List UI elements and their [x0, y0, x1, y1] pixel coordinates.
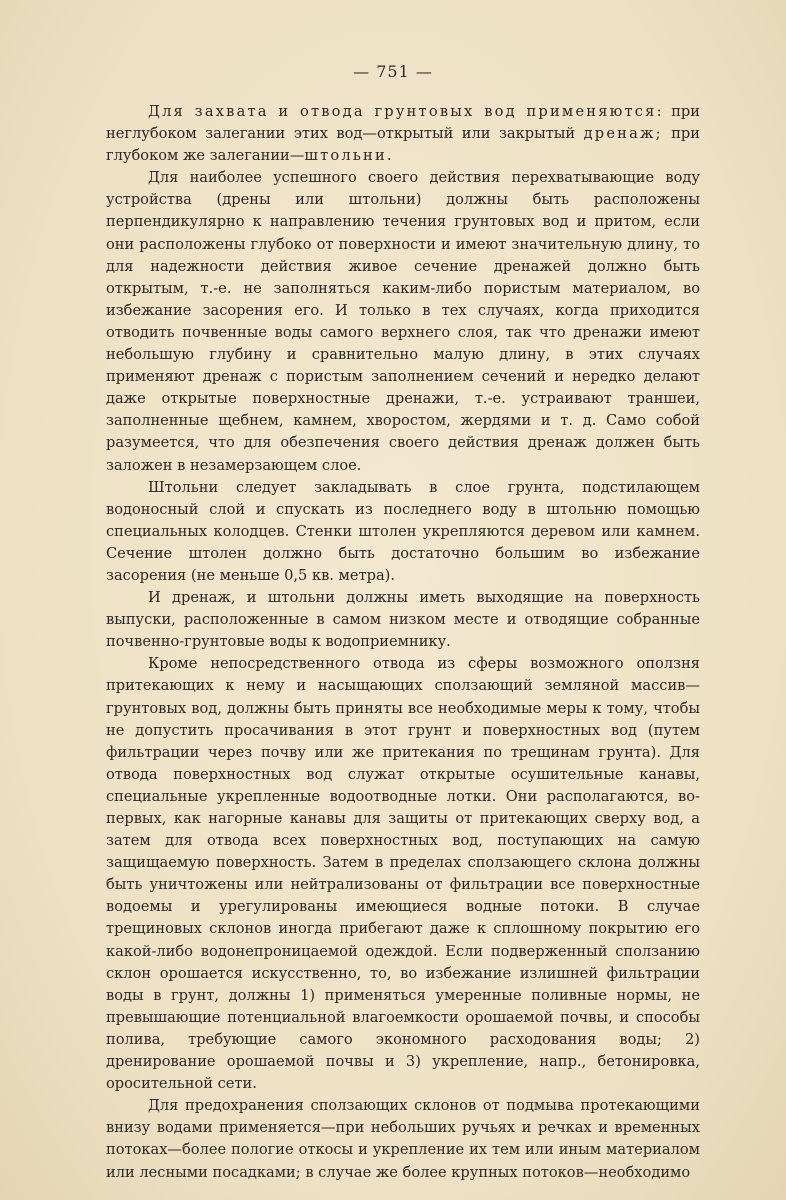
text-run: Для предохранения сползающих склонов от подмыва протекающими внизу водами применяется—при небольших ручьях и речках и временных потоках—более пологие откосы и укрепление их тем или иным материалом или лесными посадками; в случае же более крупных потоков—необходимо: [106, 1097, 700, 1181]
text-run: Кроме непосредственного отвода из сферы возможного оползня притекающих к нему и насыщающих сползающий земляной массив—грунтовых вод, должны быть приняты все необходимые меры к тому, чтобы не допустить просачивания в этот грунт и поверхностных вод (путем фильтрации через почву или же притекания по трещинам грунта). Для отвода поверхностных вод служат открытые осушительные канавы, специальные укрепленные водоотводные лотки. Они располагаются, во-первых, как нагорные канавы для защиты от притекающих сверху вод, а затем для отвода всех поверхностных вод, поступающих на самую защищаемую поверхность. Затем в пределах сползающего склона должны быть уничтожены или нейтрализованы от фильтрации все поверхностные водоемы и урегулированы имеющиеся водные потоки. В случае трещиновых склонов иногда прибегают даже к сплошному покрытию его какой-либо водонепроницаемой одеждой. Если подверженный сползанию склон орошается искусственно, то, во избежание излишней фильтрации воды в грунт, должны 1) применяться умеренные поливные нормы, не превышающие потенциальной влагоемкости орошаемой почвы, и способы полива, требующие самого экономного расходования воды; 2) дренирование орошаемой почвы и 3) укрепление, напр., бетонировка, оросительной сети.: [106, 655, 700, 1093]
spaced-emphasis: Для захвата и отвода грунтовых вод применяются:: [148, 103, 664, 120]
text-run: Штольни следует закладывать в слое грунта, подстилающем водоносный слой и спускать из последнего воду в штольню помощью специальных колодцев. Стенки штолен укрепляются деревом или камнем. Сечение штолен должно быть достаточно большим во избежание засорения (не меньше 0,5 кв. метра).: [106, 478, 700, 584]
paragraph: [106, 1095, 700, 1183]
body-text: [106, 101, 700, 1184]
text-run: Для наиболее успешного своего действия перехватывающие воду устройства (дрены или штольни) должны быть расположены перпендикулярно к направлению течения грунтовых вод и притом, если они расположены глубоко от поверхности и имеют значительную длину, то для надежности действия живое сечение дренажей должно быть открытым, т.-е. не заполняться каким-либо пористым материалом, во избежание засорения его. И только в тех случаях, когда приходится отводить почвенные воды самого верхнего слоя, так что дренажи имеют небольшую глубину и сравнительно малую длину, в этих случаях применяют дренаж с пористым заполнением сечений и нередко делают даже открытые поверхностные дренажи, т.-е. устраивают траншеи, заполненные щебнем, камнем, хворостом, жердями и т. д. Само собой разумеется, что для обезпечения своего действия дренаж должен быть заложен в незамерзающем слое.: [106, 169, 700, 474]
paragraph: [106, 587, 700, 653]
paragraph: [106, 167, 700, 476]
spaced-emphasis: штольни.: [304, 147, 394, 165]
page-number: — 751 —: [353, 62, 433, 81]
text-run: при неглубоком залегании этих вод—открытый или закрытый: [106, 103, 700, 143]
paragraph: [106, 477, 700, 587]
spaced-emphasis: дренаж;: [583, 125, 663, 143]
text-run: при глубоком же залегании—: [106, 125, 700, 165]
paragraph: [106, 653, 700, 1095]
paragraph: [106, 101, 700, 167]
text-run: И дренаж, и штольни должны иметь выходящие на поверхность выпуски, расположенные в самом низком месте и отводящие собранные почвенно-грунтовые воды к водоприемнику.: [106, 589, 700, 651]
